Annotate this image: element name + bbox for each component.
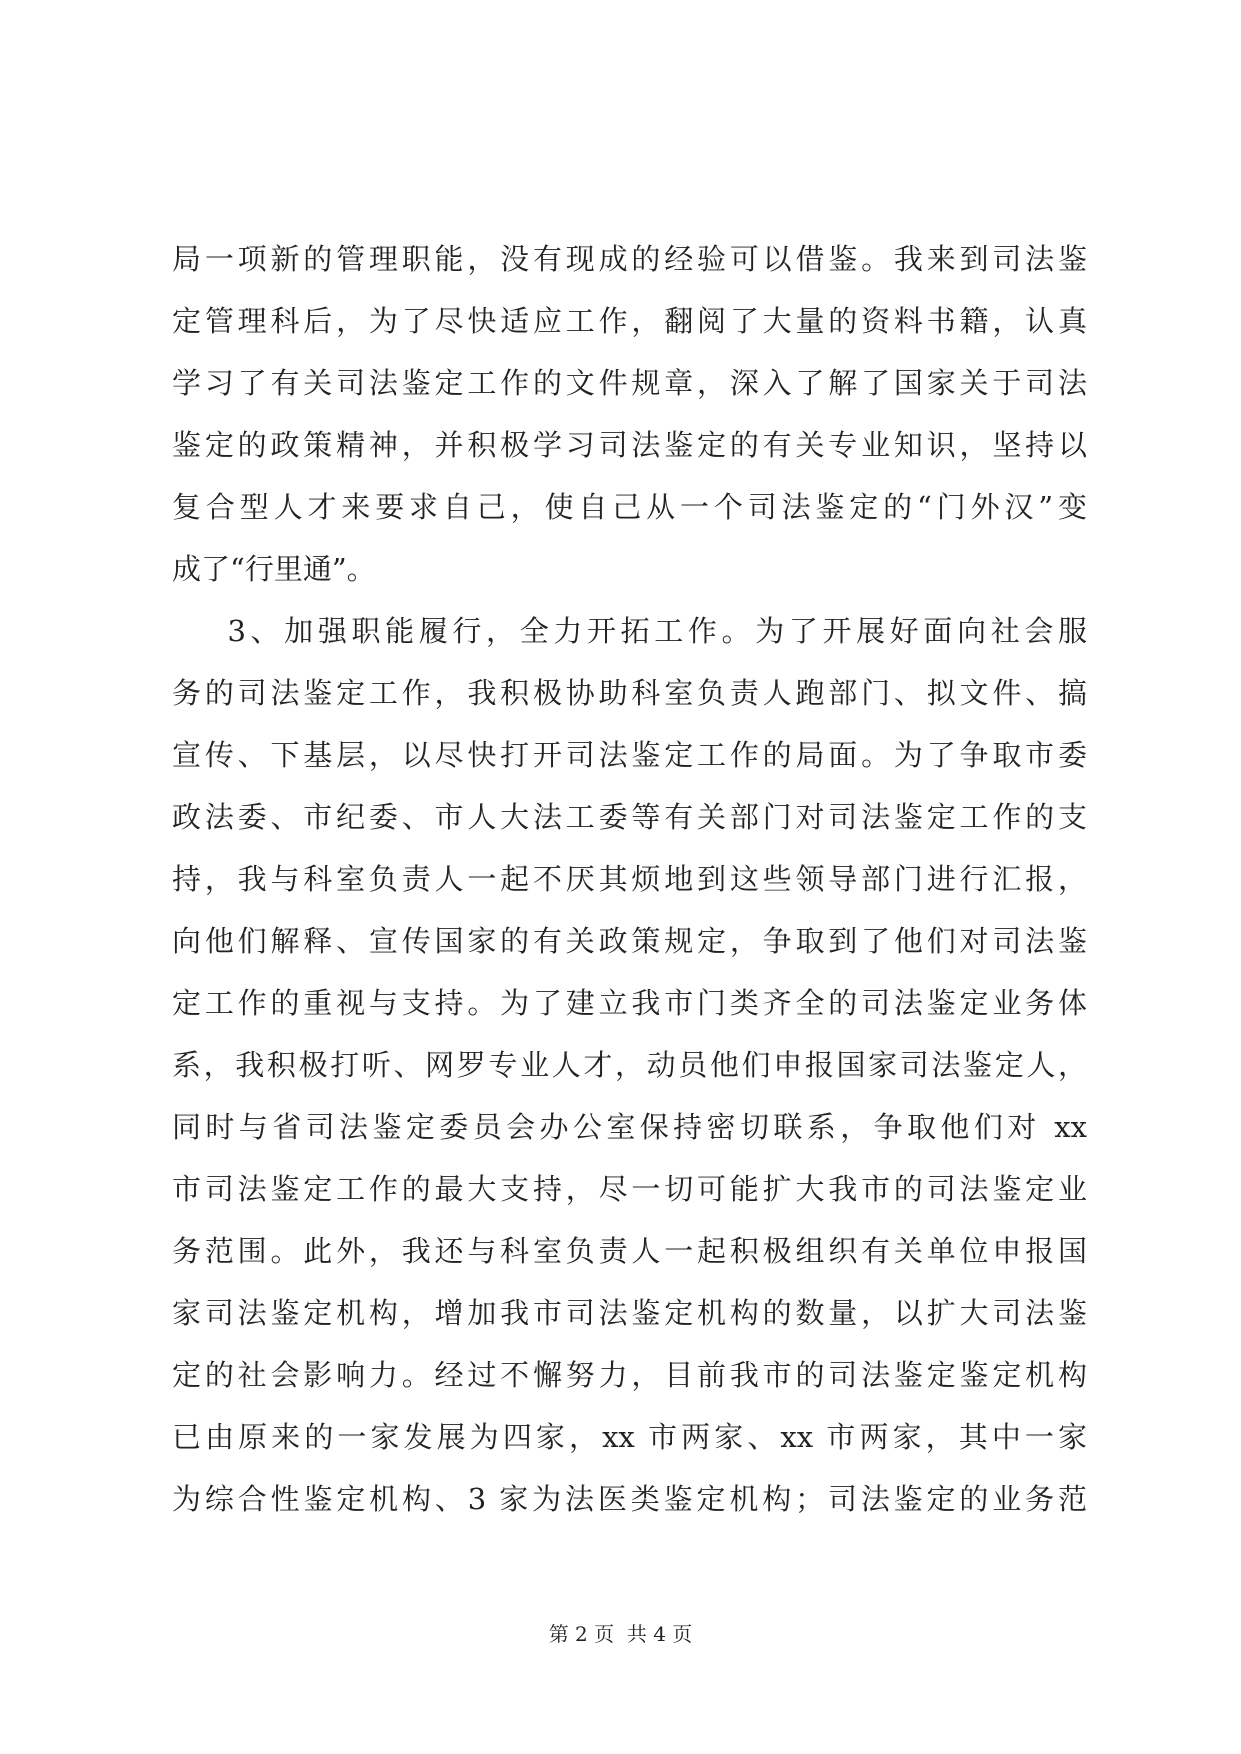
body-line: 同时与省司法鉴定委员会办公室保持密切联系，争取他们对 xx <box>172 1110 1087 1144</box>
body-line: 鉴定的政策精神，并积极学习司法鉴定的有关专业知识，坚持以 <box>172 428 1087 462</box>
body-line: 务的司法鉴定工作，我积极协助科室负责人跑部门、拟文件、搞 <box>172 676 1087 710</box>
body-line: 定管理科后，为了尽快适应工作，翻阅了大量的资料书籍，认真 <box>172 304 1087 338</box>
page-number-label: 第 2 页 共 4 页 <box>548 1622 693 1646</box>
body-line: 市司法鉴定工作的最大支持，尽一切可能扩大我市的司法鉴定业 <box>172 1172 1087 1206</box>
document-body <box>172 228 1087 1530</box>
body-line: 复合型人才来要求自己，使自己从一个司法鉴定的“门外汉”变 <box>172 490 1087 524</box>
body-line: 向他们解释、宣传国家的有关政策规定，争取到了他们对司法鉴 <box>172 924 1087 958</box>
body-line: 定的社会影响力。经过不懈努力，目前我市的司法鉴定鉴定机构 <box>172 1358 1087 1392</box>
page-footer <box>0 1622 1241 1646</box>
body-line: 学习了有关司法鉴定工作的文件规章，深入了解了国家关于司法 <box>172 366 1087 400</box>
body-line: 务范围。此外，我还与科室负责人一起积极组织有关单位申报国 <box>172 1234 1087 1268</box>
body-line: 局一项新的管理职能，没有现成的经验可以借鉴。我来到司法鉴 <box>172 242 1087 276</box>
body-line: 已由原来的一家发展为四家，xx 市两家、xx 市两家，其中一家 <box>172 1420 1087 1454</box>
body-line: 3、加强职能履行，全力开拓工作。为了开展好面向社会服 <box>172 614 1087 648</box>
body-line: 持，我与科室负责人一起不厌其烦地到这些领导部门进行汇报， <box>172 862 1087 896</box>
body-line: 定工作的重视与支持。为了建立我市门类齐全的司法鉴定业务体 <box>172 986 1087 1020</box>
body-line: 为综合性鉴定机构、3 家为法医类鉴定机构；司法鉴定的业务范 <box>172 1482 1087 1516</box>
body-line: 成了“行里通”。 <box>172 552 376 586</box>
body-line: 宣传、下基层，以尽快打开司法鉴定工作的局面。为了争取市委 <box>172 738 1087 772</box>
body-line: 政法委、市纪委、市人大法工委等有关部门对司法鉴定工作的支 <box>172 800 1087 834</box>
body-line: 家司法鉴定机构，增加我市司法鉴定机构的数量，以扩大司法鉴 <box>172 1296 1087 1330</box>
body-line: 系，我积极打听、网罗专业人才，动员他们申报国家司法鉴定人， <box>172 1048 1087 1082</box>
